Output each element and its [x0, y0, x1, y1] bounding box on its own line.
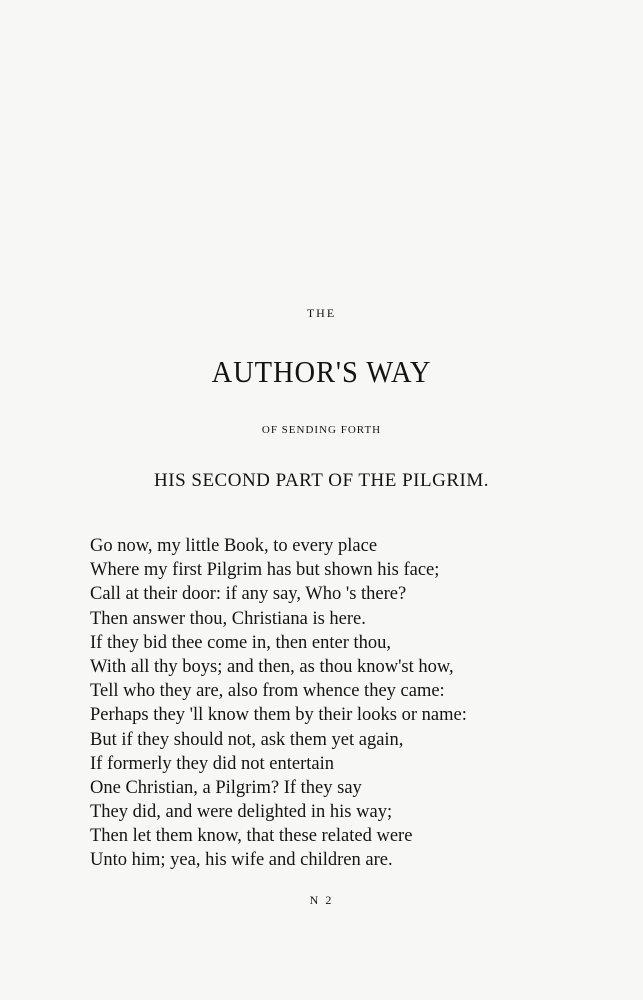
- poem-text: [90, 534, 610, 873]
- poem-line: Then let them know, that these related were: [90, 826, 413, 847]
- poem-line: Call at their door: if any say, Who 's there?: [90, 584, 407, 605]
- poem-line: Go now, my little Book, to every place: [90, 536, 378, 556]
- poem-line: They did, and were delighted in his way;: [90, 802, 393, 823]
- poem-line: With all thy boys; and then, as thou know'st how,: [90, 656, 454, 677]
- poem-line: One Christian, a Pilgrim? If they say: [90, 777, 362, 798]
- poem-line: If they bid thee come in, then enter thou,: [90, 632, 392, 653]
- signature-mark: N 2: [309, 893, 334, 907]
- poem-line: If formerly they did not entertain: [90, 753, 335, 774]
- section-heading: HIS SECOND PART OF THE PILGRIM.: [154, 470, 489, 491]
- poem-line: Tell who they are, also from whence they came:: [90, 681, 445, 702]
- poem-line: Then answer thou, Christiana is here.: [90, 608, 366, 629]
- poem-line: Perhaps they 'll know them by their looks or name:: [90, 705, 467, 726]
- page-subtitle: OF SENDING FORTH: [261, 424, 382, 436]
- poem-line: Where my first Pilgrim has but shown his face;: [90, 560, 440, 581]
- poem-line: But if they should not, ask them yet again,: [90, 729, 404, 750]
- poem-line: Unto him; yea, his wife and children are.: [90, 850, 393, 871]
- title-article: THE: [306, 306, 337, 320]
- page-title: AUTHOR'S WAY: [211, 354, 432, 389]
